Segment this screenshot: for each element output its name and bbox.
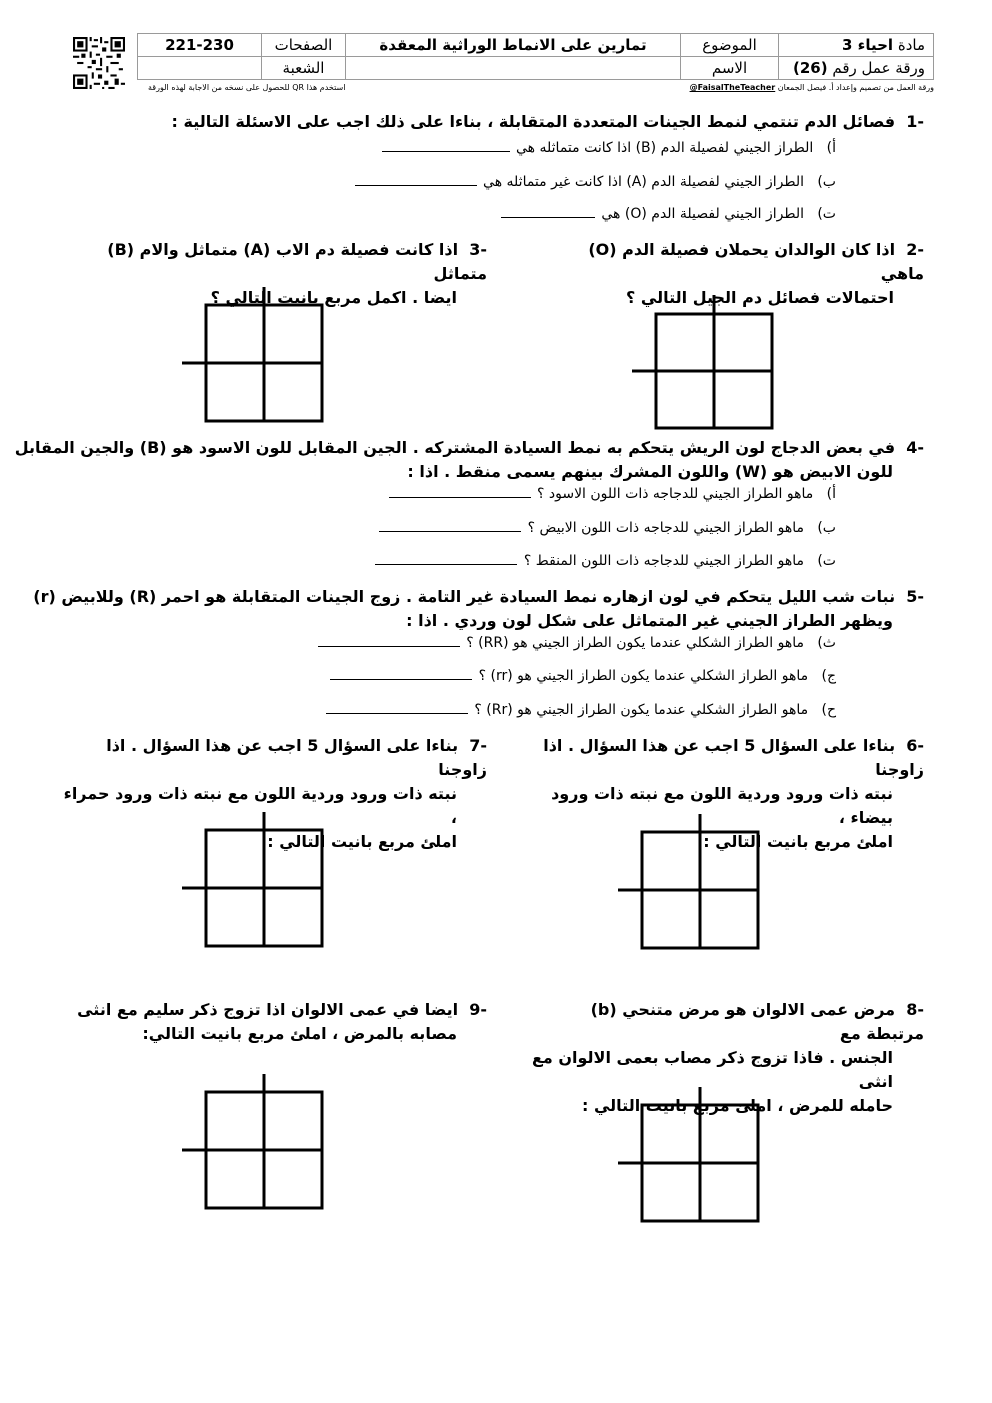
answer-line[interactable] — [330, 678, 472, 680]
pages-label-cell — [261, 34, 345, 57]
section-field[interactable] — [138, 57, 261, 79]
question-2: -2 اذا كان الوالدان يحملان فصيلة الدم (O) ماهي احتمالات فصائل دم الجيل التالي ؟ — [588, 240, 924, 307]
subject-value: احياء 3 — [842, 36, 894, 54]
question-3: -3 اذا كانت فصيلة دم الاب (A) متماثل والام (B) متماثل ايضا . اكمل مربع بانيت التالي ؟ — [107, 240, 487, 307]
topic-label-cell — [680, 34, 778, 57]
pages-value-cell — [138, 34, 261, 57]
question-4: -4 في بعض الدجاج لون الريش يتحكم به نمط السيادة المشتركه . الجين المقابل للون الاسود هو (B) والجين المقابل للون الابيض هو (W) واللون المشرك بينهم يسمى منقط . اذا : — [14, 438, 924, 481]
topic-label: الموضوع — [702, 36, 757, 54]
credit-line — [690, 83, 934, 92]
q1-item-a: أ) الطراز الجيني لفصيلة الدم (B) اذا كانت متماثله هي — [382, 137, 836, 159]
q1-item-c: ت) الطراز الجيني لفصيلة الدم (O) هي — [501, 203, 836, 225]
name-label: الاسم — [711, 59, 748, 77]
punnett-square-q9[interactable] — [182, 1072, 327, 1212]
pages-label: الصفحات — [274, 36, 333, 54]
punnett-square-q8[interactable] — [618, 1085, 763, 1225]
answer-line[interactable] — [318, 645, 460, 647]
punnett-square-q7[interactable] — [182, 810, 327, 950]
subject-label: مادة — [897, 36, 925, 54]
q5-item-a: ث) ماهو الطراز الشكلي عندما يكون الطراز الجيني هو (RR) ؟ — [318, 632, 836, 654]
topic-value: تمارين على الانماط الوراثية المعقدة — [379, 36, 647, 54]
qr-instruction: استخدم هذا QR للحصول على نسخه من الاجابة لهذه الورقة — [148, 83, 346, 92]
answer-line[interactable] — [326, 712, 468, 714]
answer-line[interactable] — [501, 216, 595, 218]
credit-text: ورقة العمل من تصميم وإعداد أ. فيصل الجمعان — [777, 83, 934, 92]
answer-line[interactable] — [389, 496, 531, 498]
section-label: الشعبة — [282, 59, 325, 77]
q1-item-b: ب) الطراز الجيني لفصيلة الدم (A) اذا كانت غير متماثله هي — [355, 171, 836, 193]
answer-line[interactable] — [379, 530, 521, 532]
name-field[interactable] — [345, 57, 680, 79]
worksheet-label: ورقة عمل رقم — [832, 59, 925, 77]
name-label-cell — [680, 57, 778, 79]
topic-value-cell — [345, 34, 680, 57]
q5-item-b: ج) ماهو الطراز الشكلي عندما يكون الطراز الجيني هو (rr) ؟ — [330, 665, 836, 687]
subject-cell — [778, 34, 933, 57]
header-table — [137, 33, 934, 80]
q4-item-b: ب) ماهو الطراز الجيني للدجاجه ذات اللون الابيض ؟ — [379, 517, 836, 539]
q4-item-c: ت) ماهو الطراز الجيني للدجاجه ذات اللون المنقط ؟ — [375, 550, 836, 572]
question-1: -1 فصائل الدم تنتمي لنمط الجينات المتعددة المتقابلة ، بناءا على ذلك اجب على الاسئلة التالية : — [171, 112, 924, 131]
worksheet-cell — [778, 57, 933, 79]
pages-value: 221-230 — [165, 36, 234, 54]
answer-line[interactable] — [355, 184, 477, 186]
q4-item-a: أ) ماهو الطراز الجيني للدجاجه ذات اللون الاسود ؟ — [389, 483, 836, 505]
question-6: -6 بناءا على السؤال 5 اجب عن هذا السؤال . اذا زاوجنا نبته ذات ورود وردية اللون مع نبته ذات ورود بيضاء ، املئ مربع بانيت التالي : — [543, 736, 924, 851]
answer-line[interactable] — [382, 150, 510, 152]
punnett-square-q2[interactable] — [632, 295, 777, 435]
question-5: -5 نبات شب الليل يتحكم في لون ازهاره نمط السيادة غير التامة . زوج الجينات المتقابلة هو احمر (R) وللابيض (r) ويظهر الطراز الجيني غير المتماثل على شكل لون وردي . اذا : — [33, 587, 924, 630]
punnett-square-q6[interactable] — [618, 812, 763, 952]
worksheet-number: (26) — [793, 59, 828, 77]
qr-code — [73, 37, 125, 89]
punnett-square-q3[interactable] — [182, 285, 327, 425]
question-8: -8 مرض عمى الالوان هو مرض متنحي (b) مرتبطة مع الجنس . فاذا تزوج ذكر مصاب بعمى الالوان مع انثى حامله للمرض ، املئ مربع بانيت التالي : — [531, 1000, 924, 1115]
question-9: -9 ايضا في عمى الالوان اذا تزوج ذكر سليم مع انثى مصابه بالمرض ، املئ مربع بانيت التالي: — [77, 1000, 487, 1043]
question-7: -7 بناءا على السؤال 5 اجب عن هذا السؤال . اذا زاوجنا نبته ذات ورود وردية اللون مع نبته ذات ورود حمراء ، املئ مربع بانيت التالي : — [63, 736, 487, 851]
q5-item-c: ح) ماهو الطراز الشكلي عندما يكون الطراز الجيني هو (Rr) ؟ — [326, 699, 836, 721]
answer-line[interactable] — [375, 563, 517, 565]
section-label-cell — [261, 57, 345, 79]
credit-handle: @FaisalTheTeacher — [689, 83, 776, 92]
